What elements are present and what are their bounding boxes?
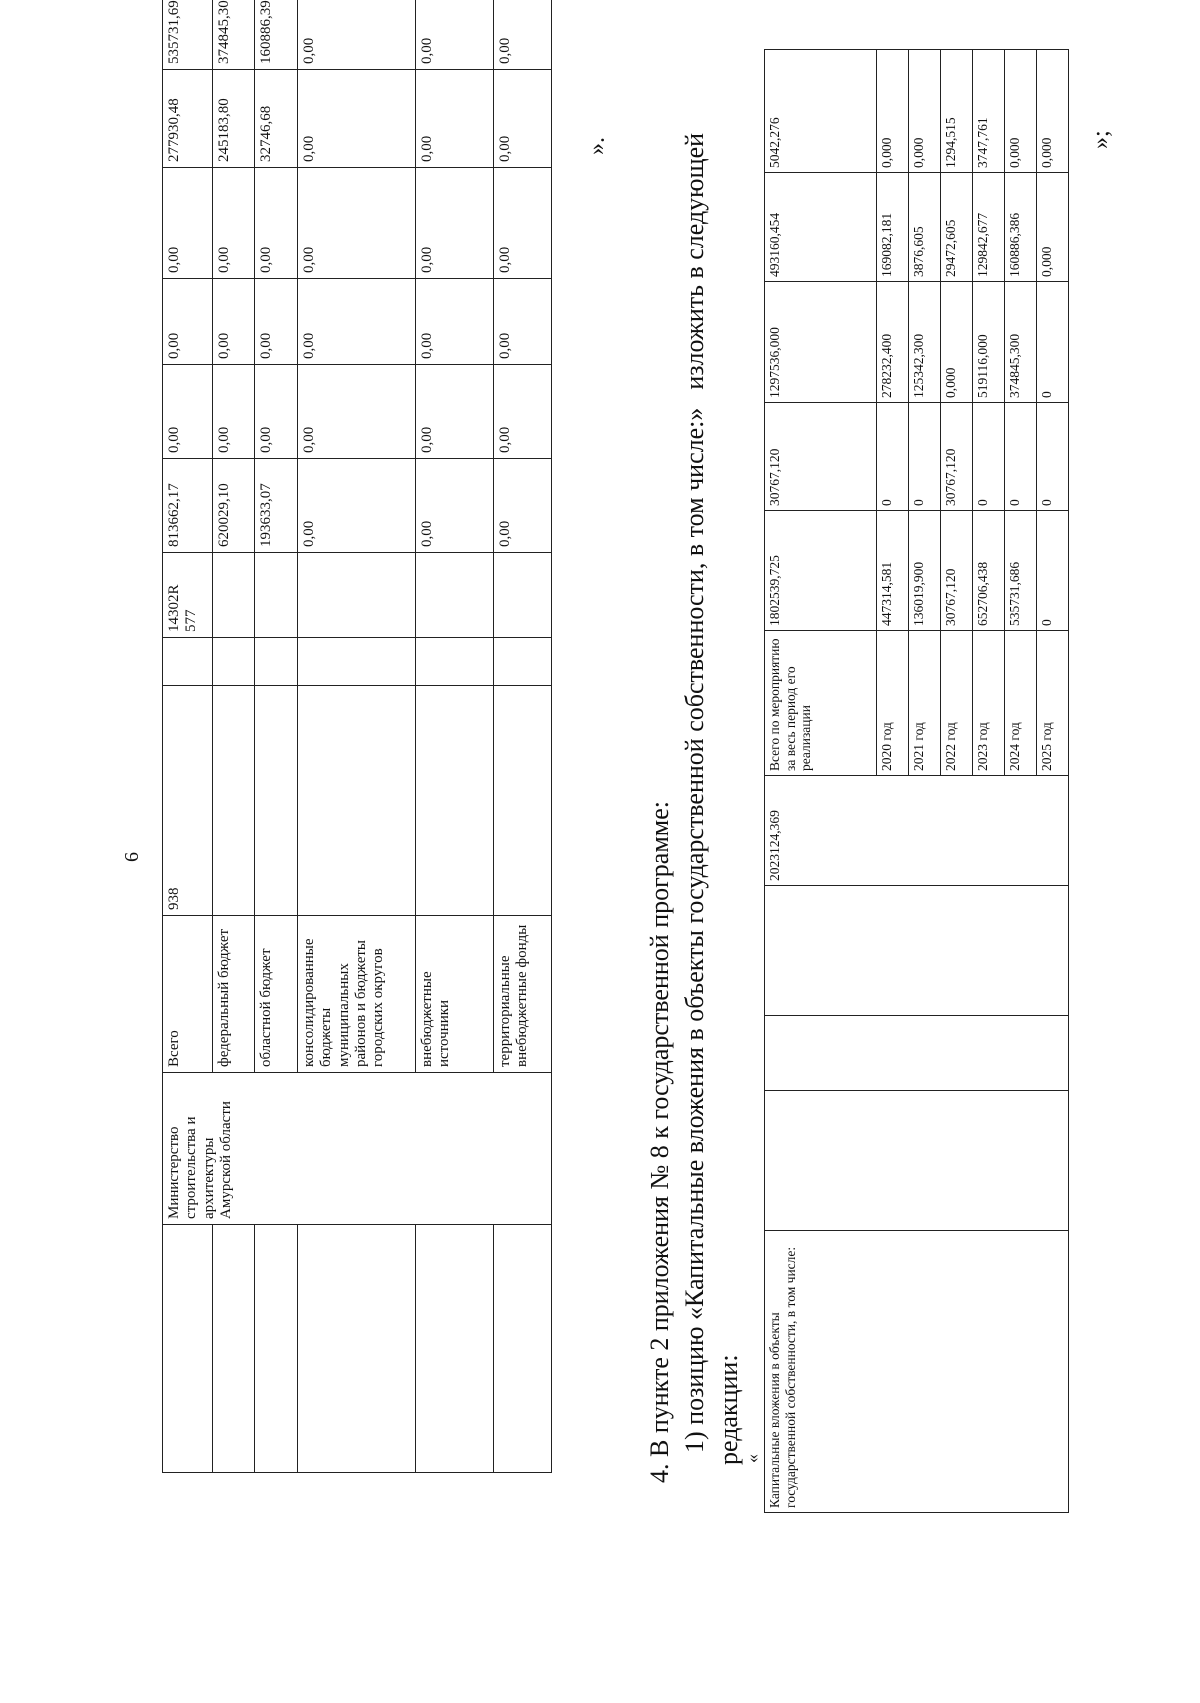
table-cell: 169082,181 — [877, 173, 909, 282]
table-cell — [494, 638, 552, 686]
table-cell: 0,00 — [163, 168, 213, 279]
table-row — [416, 0, 494, 1473]
funding-table-ministry — [162, 0, 552, 1473]
table-cell: внебюджетные источники — [416, 916, 494, 1073]
year-cell: 2021 год — [909, 631, 941, 776]
table-cell: 0 — [909, 403, 941, 511]
table-row — [255, 0, 298, 1473]
table-cell: 29472,605 — [941, 173, 973, 282]
table-cell: 30767,120 — [765, 403, 877, 511]
table-cell: 0,00 — [163, 365, 213, 459]
table-cell: 160886,39 — [255, 0, 298, 70]
table-cell — [494, 686, 552, 916]
table-cell: 374845,300 — [1005, 282, 1037, 403]
table-cell: 0,000 — [1037, 173, 1069, 282]
table-cell: 125342,300 — [909, 282, 941, 403]
table-cell: 0 — [1005, 403, 1037, 511]
total-label-cell: Всего по мероприятию за весь период его реализации — [765, 631, 877, 776]
table-cell: 30767,120 — [941, 511, 973, 631]
table-cell: 5042,276 — [765, 50, 877, 173]
table-cell: 0,00 — [163, 279, 213, 365]
table-cell: консолидированные бюджеты муниципальных районов и бюджеты городских округов — [298, 916, 416, 1073]
table-cell: 1297536,000 — [765, 282, 877, 403]
table-cell — [416, 553, 494, 638]
table-cell: 0 — [973, 403, 1005, 511]
table-cell: 0,000 — [1005, 50, 1037, 173]
year-cell: 2020 год — [877, 631, 909, 776]
table-cell: 0,00 — [494, 365, 552, 459]
table-cell: 0,00 — [416, 168, 494, 279]
table-cell: 0,00 — [255, 279, 298, 365]
table-cell: 0,000 — [941, 282, 973, 403]
subtitle-continuation: редакции: — [714, 1354, 743, 1465]
table-cell: 32746,68 — [255, 70, 298, 168]
table-cell: 0,00 — [494, 168, 552, 279]
table-cell: 277930,48 — [163, 70, 213, 168]
closing-quote: ». — [584, 137, 610, 155]
table-cell: 374845,30 — [213, 0, 255, 70]
table-cell: федеральный бюджет — [213, 916, 255, 1073]
table-cell: 0,00 — [298, 365, 416, 459]
table-cell: областной бюджет — [255, 916, 298, 1073]
total-all-cell: 2023124,369 — [765, 776, 1069, 886]
table-cell: 535731,69 — [163, 0, 213, 70]
table-cell: Всего — [163, 916, 213, 1073]
table-cell: 0 — [1037, 511, 1069, 631]
table-cell — [298, 686, 416, 916]
table-cell: 620029,10 — [213, 459, 255, 553]
table-cell — [255, 638, 298, 686]
table-row — [163, 0, 213, 1473]
table-cell — [298, 638, 416, 686]
table-cell: 136019,900 — [909, 511, 941, 631]
table-cell: 0,00 — [416, 365, 494, 459]
year-cell: 2022 год — [941, 631, 973, 776]
table-cell: 0 — [1037, 282, 1069, 403]
subtitle-tail: изложить в следующей — [680, 132, 709, 390]
table-cell — [494, 553, 552, 638]
table-cell: 3747,761 — [973, 50, 1005, 173]
closing-quote: »; — [1088, 130, 1114, 149]
table-cell: 1294,515 — [941, 50, 973, 173]
table-cell: 0,000 — [1037, 50, 1069, 173]
year-cell: 2023 год — [973, 631, 1005, 776]
table-cell: 0,00 — [416, 279, 494, 365]
ministry-cell: Министерство строительства и архитектуры Амурской области — [163, 1073, 552, 1225]
code-line: 14302R — [166, 584, 182, 632]
year-cell: 2024 год — [1005, 631, 1037, 776]
table-cell: 0,00 — [416, 459, 494, 553]
table-row — [213, 0, 255, 1473]
table-cell: 0,00 — [213, 279, 255, 365]
table-cell: 129842,677 — [973, 173, 1005, 282]
code-cell — [163, 553, 213, 638]
table-cell: 535731,686 — [1005, 511, 1037, 631]
table-cell: 0,000 — [877, 50, 909, 173]
table-cell — [255, 553, 298, 638]
table-row — [494, 0, 552, 1473]
table-cell: 0,00 — [494, 0, 552, 70]
table-cell — [163, 638, 213, 686]
code-line: 577 — [183, 609, 200, 632]
table-cell: 0,00 — [298, 459, 416, 553]
table-cell: 813662,17 — [163, 459, 213, 553]
table-cell: 447314,581 — [877, 511, 909, 631]
table-cell: 0,00 — [255, 365, 298, 459]
table-cell — [213, 638, 255, 686]
table-cell — [416, 686, 494, 916]
table-cell: 0,00 — [494, 279, 552, 365]
table-cell: 0,00 — [298, 0, 416, 70]
table-cell: 493160,454 — [765, 173, 877, 282]
table-cell: 0,00 — [416, 70, 494, 168]
table-cell: 30767,120 — [941, 403, 973, 511]
subtitle-text: 1) позицию «Капитальные вложения в объекты государственной собственности, в том числе:» — [680, 407, 709, 1453]
table-cell: 193633,07 — [255, 459, 298, 553]
page-number: 6 — [121, 852, 143, 862]
section-heading: 4. В пункте 2 приложения № 8 к государственной программе: — [645, 801, 674, 1483]
table-cell: 0,00 — [298, 168, 416, 279]
table-cell: 278232,400 — [877, 282, 909, 403]
table-cell: 0,00 — [494, 459, 552, 553]
table-cell — [255, 686, 298, 916]
table-cell: 0 — [877, 403, 909, 511]
table-cell — [213, 553, 255, 638]
table-cell: 0,00 — [255, 168, 298, 279]
table-cell: 3876,605 — [909, 173, 941, 282]
table-cell: 0,00 — [213, 168, 255, 279]
table-row — [298, 0, 416, 1473]
table-cell: 0,00 — [298, 70, 416, 168]
table-cell: 0,000 — [909, 50, 941, 173]
table-cell: 652706,438 — [973, 511, 1005, 631]
table-cell: 160886,386 — [1005, 173, 1037, 282]
table-cell — [416, 638, 494, 686]
section-subtitle — [680, 133, 710, 1453]
table-cell: 0,00 — [298, 279, 416, 365]
table-cell: 938 — [163, 686, 213, 916]
capital-investment-table — [764, 49, 1069, 1513]
table-cell: 0 — [1037, 403, 1069, 511]
opening-quote: « — [742, 1454, 762, 1463]
investment-name-cell: Капитальные вложения в объекты государственной собственности, в том числе: — [765, 1231, 1069, 1513]
table-row — [765, 50, 877, 1513]
table-cell: территориальные внебюджетные фонды — [494, 916, 552, 1073]
table-cell: 1802539,725 — [765, 511, 877, 631]
table-cell: 0,00 — [213, 365, 255, 459]
table-cell: 519116,000 — [973, 282, 1005, 403]
table-cell: 245183,80 — [213, 70, 255, 168]
table-cell — [298, 553, 416, 638]
table-cell — [213, 686, 255, 916]
table-cell: 0,00 — [494, 70, 552, 168]
table-cell: 0,00 — [416, 0, 494, 70]
year-cell: 2025 год — [1037, 631, 1069, 776]
